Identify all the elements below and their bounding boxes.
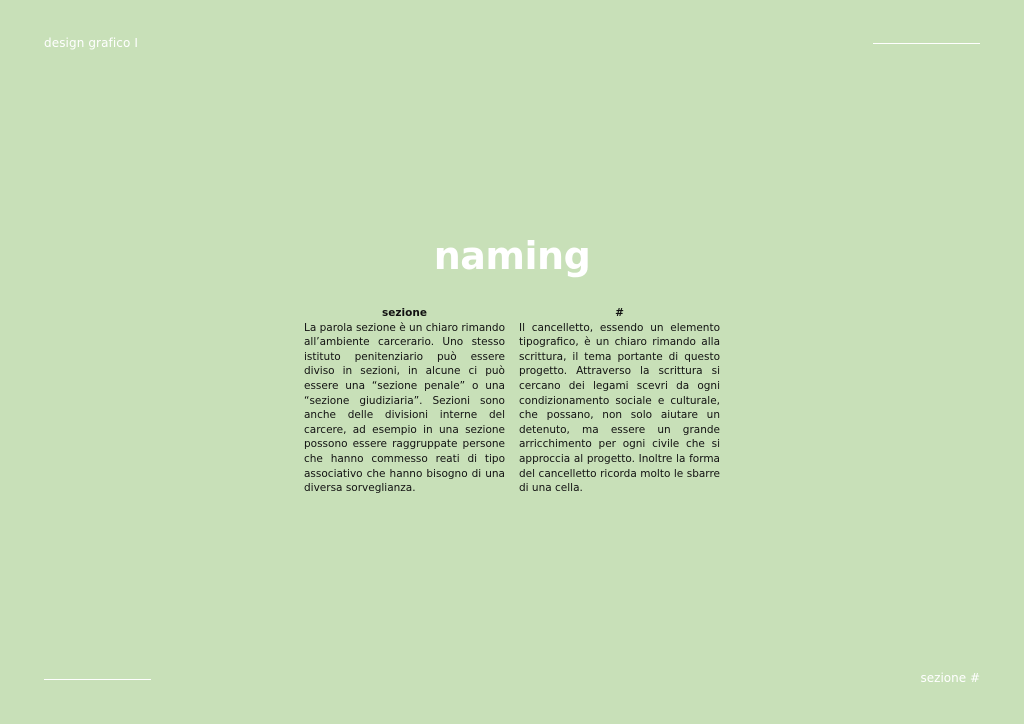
running-header: design grafico I: [44, 36, 138, 50]
column-body: La parola sezione è un chiaro rimando all’ambiente carcerario. Uno stesso istituto penitenziario può essere diviso in sezioni, in alcune ci può essere una “sezione penale” o una “sezione giudiziaria”. Sezioni sono anche delle divisioni interne del carcere, ad esempio in una sezione possono essere raggruppate persone che hanno commesso reati di tipo associativo che hanno bisogno di una diversa sorveglianza.: [304, 321, 505, 495]
bottom-left-rule: [44, 679, 151, 680]
running-footer: sezione #: [920, 671, 980, 685]
column-body: Il cancelletto, essendo un elemento tipografico, è un chiaro rimando alla scrittura, il tema portante di questo progetto. Attraverso la scrittura si cercano dei legami scevri da ogni condizionamento sociale e culturale, che possano, non solo aiutare un detenuto, ma essere un grande arricchimento per ogni civile che si approccia al progetto. Inoltre la forma del cancelletto ricorda molto le sbarre di una cella.: [519, 321, 720, 495]
top-right-rule: [873, 43, 980, 44]
column-hash: [519, 306, 720, 496]
text-columns: [304, 306, 720, 496]
column-heading: #: [615, 307, 624, 319]
column-heading: sezione: [382, 307, 427, 319]
page-title: naming: [433, 234, 591, 278]
column-sezione: [304, 306, 505, 496]
